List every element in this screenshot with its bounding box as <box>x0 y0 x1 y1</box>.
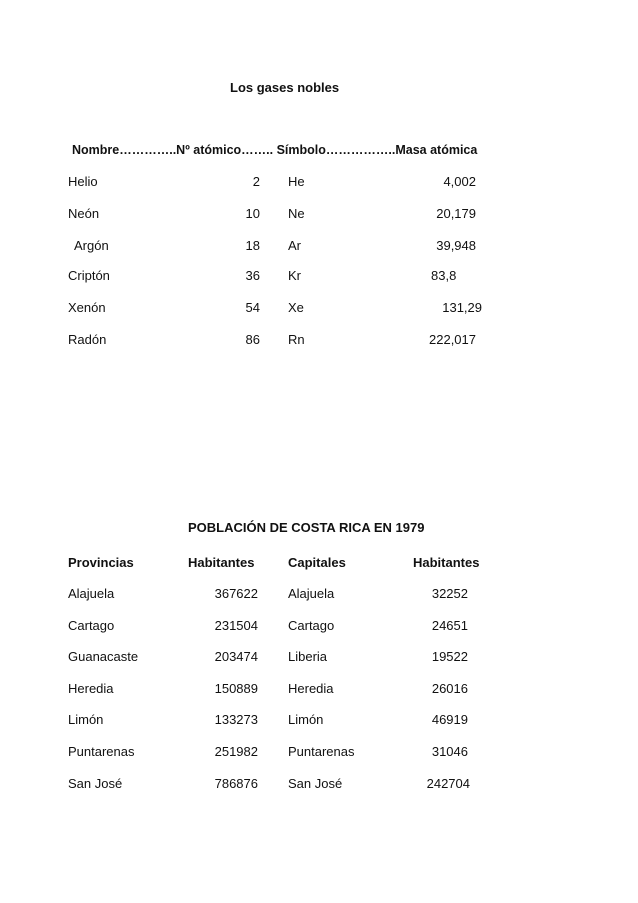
capital-name: Limón <box>288 712 324 727</box>
province-name: Cartago <box>68 618 115 633</box>
gas-name: Neón <box>68 206 100 221</box>
province-pop: 231504 <box>214 618 258 633</box>
gas-mass: 83,8 <box>431 268 457 283</box>
province-name: Limón <box>68 712 104 727</box>
capital-pop: 46919 <box>431 712 468 727</box>
gas-mass: 4,002 <box>443 174 476 189</box>
gas-symbol: Rn <box>288 332 305 347</box>
capital-pop: 32252 <box>431 586 468 601</box>
gas-mass: 131,29 <box>442 300 482 315</box>
capital-name: Puntarenas <box>288 744 355 759</box>
province-name: San José <box>68 776 123 791</box>
header-capital-pop: Habitantes <box>413 555 480 570</box>
province-name: Puntarenas <box>68 744 135 759</box>
gas-name: Helio <box>68 174 98 189</box>
gas-name: Xenón <box>68 300 106 315</box>
province-pop: 133273 <box>214 712 258 727</box>
gases-title: Los gases nobles <box>230 80 340 95</box>
gas-number: 18 <box>245 238 260 253</box>
gases-header: Nombre…………..Nº atómico…….. Símbolo……………..Masa atómica <box>72 143 478 157</box>
gas-mass: 39,948 <box>436 238 476 253</box>
gas-name: Criptón <box>68 268 110 283</box>
header-provinces: Provincias <box>68 555 134 570</box>
gas-symbol: Ne <box>288 206 305 221</box>
gas-name: Radón <box>68 332 107 347</box>
capital-pop: 242704 <box>426 776 470 791</box>
capital-pop: 31046 <box>431 744 468 759</box>
capital-name: San José <box>288 776 343 791</box>
province-pop: 150889 <box>214 681 258 696</box>
gas-number: 54 <box>245 300 260 315</box>
gas-mass: 222,017 <box>429 332 476 347</box>
capital-pop: 24651 <box>431 618 468 633</box>
province-pop: 786876 <box>214 776 258 791</box>
capital-name: Cartago <box>288 618 335 633</box>
province-name: Alajuela <box>68 586 115 601</box>
gas-number: 86 <box>245 332 260 347</box>
gas-number: 10 <box>245 206 260 221</box>
gas-symbol: He <box>288 174 305 189</box>
capital-pop: 19522 <box>431 649 468 664</box>
gas-mass: 20,179 <box>436 206 476 221</box>
province-pop: 367622 <box>214 586 258 601</box>
capital-name: Heredia <box>288 681 334 696</box>
gas-symbol: Ar <box>288 238 301 253</box>
province-name: Heredia <box>68 681 114 696</box>
header-capitals: Capitales <box>288 555 346 570</box>
gas-symbol: Kr <box>288 268 301 283</box>
population-title: POBLACIÓN DE COSTA RICA EN 1979 <box>188 520 425 535</box>
gas-number: 2 <box>252 174 260 189</box>
capital-pop: 26016 <box>431 681 468 696</box>
capital-name: Liberia <box>288 649 328 664</box>
province-name: Guanacaste <box>68 649 139 664</box>
province-pop: 203474 <box>214 649 258 664</box>
gas-name: Argón <box>74 238 109 253</box>
gas-symbol: Xe <box>288 300 304 315</box>
capital-name: Alajuela <box>288 586 335 601</box>
header-province-pop: Habitantes <box>188 555 255 570</box>
gas-number: 36 <box>245 268 260 283</box>
province-pop: 251982 <box>214 744 258 759</box>
